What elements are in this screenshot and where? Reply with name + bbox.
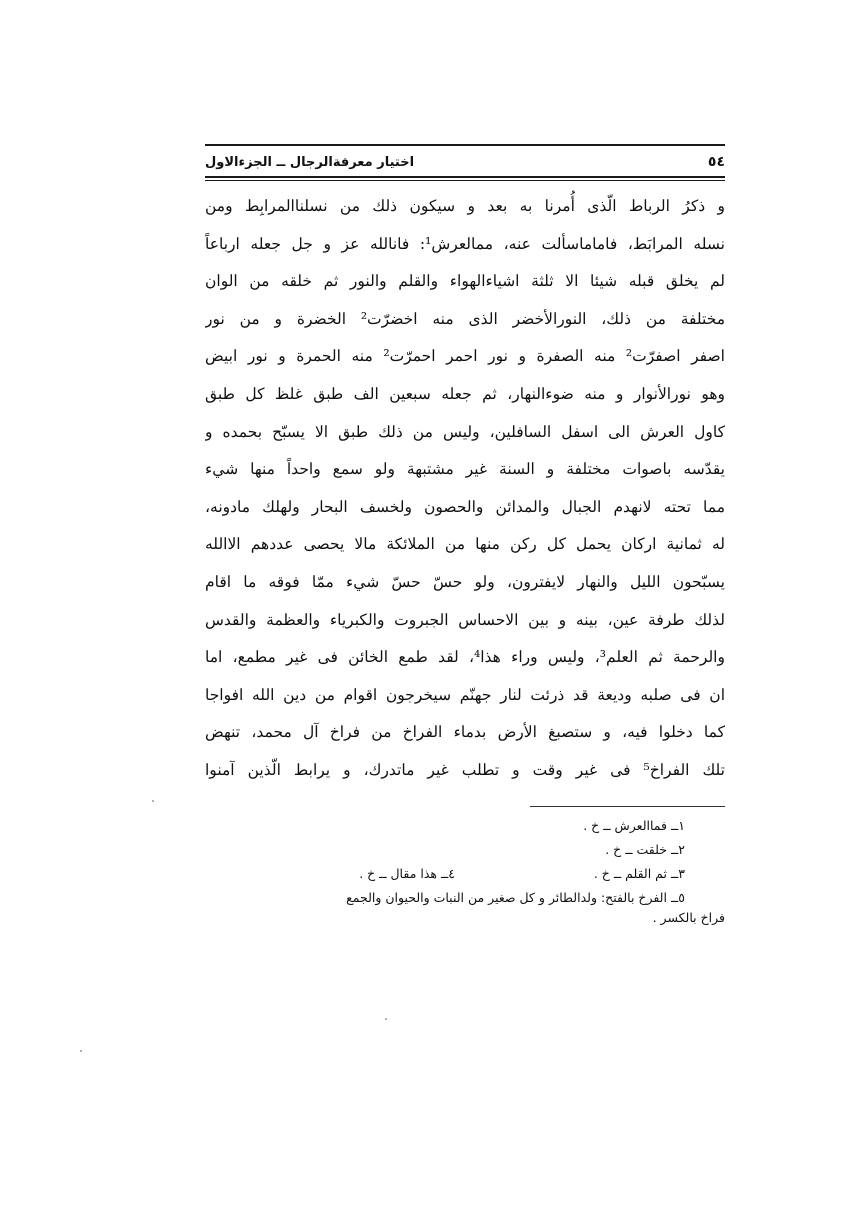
- header-bottom-rule: [205, 176, 725, 178]
- text-line: يقدّسه باصوات مختلفة و السنة غير مشتبهة ولو سمع واحداً منها شيء: [205, 460, 725, 479]
- main-text: [205, 188, 725, 790]
- footnotes: [190, 814, 725, 930]
- footnote-5: ٥ــ الفرخ بالفتح: ولدالطائر و كل صغير من النبات والحيوان والجمع: [346, 890, 685, 905]
- text-line: مما تحته لانهدم الجبال والمدائن والحصون ولخسف البحار ولهلك مادونه،: [205, 497, 725, 516]
- text-line: ان فى صلبه وديعة قد ذرئت لنار جهنّم سيخرجون اقوام من دين الله افواجا: [205, 685, 725, 704]
- page-number: ٥٤: [707, 154, 725, 170]
- footnote-2: ٢ــ خلقت ــ خ .: [605, 842, 685, 857]
- scan-speck: [152, 800, 154, 802]
- text-line: كما دخلوا فيه، و ستصبغ الأرض بدماء الفراخ من فراخ آل محمد، تنهض: [205, 723, 725, 742]
- footnote-row: [190, 862, 725, 886]
- footnote-4: ٤ــ هذا مقال ــ خ .: [359, 866, 455, 881]
- text-line: لم يخلق قبله شيئا الا ثلثة اشياءالهواء والقلم والنور ثم خلقه من الوان: [205, 272, 725, 291]
- footnote-separator: [530, 806, 725, 807]
- text-line: نسله المرابَط، فاماماسألت عنه، ممالعرش¹: فانالله عز و جل جعله ارباعاً: [205, 234, 725, 253]
- text-line: له ثمانية اركان يحمل كل ركن منها من الملائكة مالا يحصى عددهم الاالله: [205, 535, 725, 554]
- text-line: اصفر اصفرّت² منه الصفرة و نور احمر احمرّت² منه الحمرة و نور ابيض: [205, 347, 725, 366]
- footnote-3: ٣ــ ثم القلم ــ خ .: [593, 866, 685, 881]
- scan-speck: [385, 1018, 387, 1020]
- text-line: وهو نورالأنوار و منه ضوءالنهار، ثم جعله سبعين الف طبق غلظ كل طبق: [205, 384, 725, 403]
- text-line: والرحمة ثم العلم³، وليس وراء هذا⁴، لقد طمع الخائن فى غير مطمع، اما: [205, 648, 725, 667]
- footnote-1: ١ــ فماالعرش ــ خ .: [583, 818, 685, 833]
- scan-speck: [80, 1050, 82, 1052]
- header-top-rule: [205, 144, 725, 146]
- text-line: لذلك طرفة عين، بينه و بين الاحساس الجبروت والكبرياء والعظمة والقدس: [205, 610, 725, 629]
- text-line: كاول العرش الى اسفل السافلين، وليس من ذلك طبق الا يسبّح بحمده و: [205, 422, 725, 441]
- text-line: مختلفة من ذلك، النورالأخضر الذى منه اخضرّت² الخضرة و من نور: [205, 309, 725, 328]
- header-bottom-rule-thin: [205, 180, 725, 181]
- text-line: و ذكرُ الرباط الّذى أُمرنا به بعد و سيكون ذلك من نسلناالمرابِط ومن: [205, 197, 725, 215]
- text-line: يسبّحون الليل والنهار لايفترون، ولو حسّ حسّ شيء ممّا فوقه ما اقام: [205, 572, 725, 591]
- running-title: اختيار معرفةالرجال ــ الجزءالاول: [205, 154, 415, 170]
- text-line: تلك الفراخ⁵ فى غير وقت و تطلب غير ماتدرك، و يرابط الّذين آمنوا: [205, 760, 725, 779]
- running-header: [205, 150, 725, 174]
- footnote-5-continued: فراخ بالكسر .: [652, 910, 725, 925]
